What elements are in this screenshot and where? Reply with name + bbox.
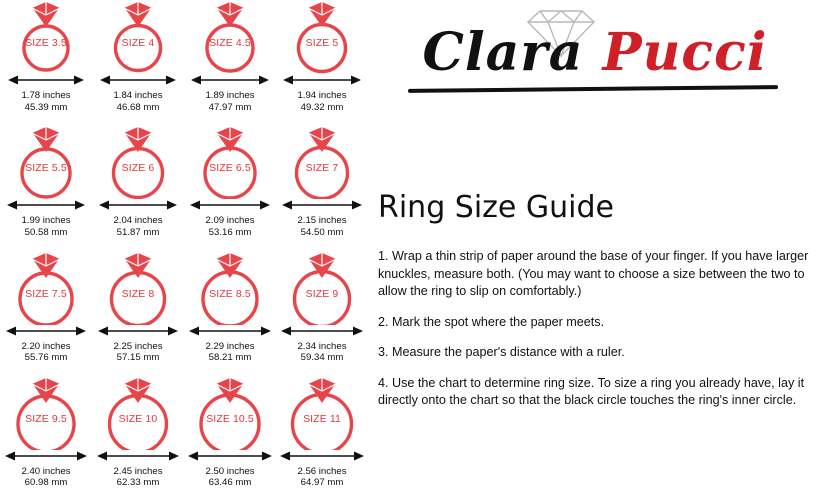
ring-illustration	[280, 2, 364, 74]
double-arrow-icon	[4, 449, 88, 463]
ring-measurements	[21, 466, 70, 489]
measure-arrow	[280, 324, 364, 338]
ring-measurements	[113, 215, 162, 238]
measure-arrow	[188, 73, 272, 87]
ring-illustration	[96, 253, 180, 325]
ring-measurements	[21, 215, 70, 238]
ring-size-label: SIZE 7.5	[25, 287, 67, 300]
ring-size-label: SIZE 5.5	[25, 162, 67, 175]
ring-size-label: SIZE 9	[305, 287, 339, 300]
ring-size-cell	[184, 251, 276, 376]
ring-size-cell	[276, 125, 368, 250]
ring-inches: 2.20 inches	[21, 340, 71, 352]
double-arrow-icon	[188, 73, 272, 87]
ring-mm: 58.21 mm	[208, 352, 252, 363]
ring-size-label: SIZE 4.5	[209, 37, 251, 49]
ring-illustration	[188, 2, 272, 74]
double-arrow-icon	[96, 73, 180, 87]
ring-illustration	[96, 2, 180, 74]
ring-mm: 64.97 mm	[300, 477, 344, 489]
ring-size-label: SIZE 10.5	[206, 412, 254, 425]
ring-inches: 2.25 inches	[113, 340, 163, 352]
ring-illustration	[280, 253, 364, 325]
measure-arrow	[4, 198, 88, 212]
ring-illustration	[280, 378, 364, 450]
ring-mm: 54.50 mm	[300, 226, 344, 238]
ring-size-cell	[184, 0, 276, 125]
brand-logo	[378, 4, 798, 100]
ring-illustration	[188, 378, 272, 450]
ring-mm: 63.46 mm	[208, 477, 252, 489]
double-arrow-icon	[280, 324, 364, 338]
ring-mm: 49.32 mm	[300, 101, 344, 113]
ring-mm: 47.97 mm	[208, 101, 252, 113]
ring-size-label: SIZE 8	[121, 287, 155, 300]
ring-illustration	[4, 253, 88, 325]
ring-inches: 2.40 inches	[21, 465, 71, 477]
ring-mm: 55.76 mm	[24, 352, 68, 363]
measure-arrow	[188, 198, 272, 212]
ring-mm: 51.87 mm	[116, 226, 160, 238]
ring-inches: 2.50 inches	[205, 465, 255, 477]
ring-illustration	[280, 127, 364, 199]
ring-mm: 46.68 mm	[116, 101, 160, 113]
double-arrow-icon	[96, 198, 180, 212]
ring-inches: 1.84 inches	[113, 90, 163, 101]
ring-mm: 53.16 mm	[208, 226, 252, 238]
ring-size-label: SIZE 10	[118, 412, 158, 425]
ring-mm: 57.15 mm	[116, 352, 160, 363]
ring-size-chart	[0, 0, 368, 501]
ring-size-cell	[276, 251, 368, 376]
guide-steps	[378, 248, 828, 423]
ring-size-label: SIZE 9.5	[25, 412, 67, 425]
ring-inches: 2.34 inches	[297, 340, 347, 352]
ring-inches: 2.15 inches	[297, 215, 347, 227]
ring-size-label: SIZE 5	[305, 37, 339, 49]
ring-inches: 2.09 inches	[205, 215, 255, 227]
double-arrow-icon	[96, 324, 180, 338]
ring-measurements	[21, 90, 70, 113]
ring-measurements	[297, 466, 346, 489]
double-arrow-icon	[4, 198, 88, 212]
measure-arrow	[280, 73, 364, 87]
chart-row	[0, 251, 368, 376]
brand-name-second: Pucci	[602, 22, 768, 83]
ring-inches: 2.56 inches	[297, 465, 347, 477]
ring-size-cell	[92, 0, 184, 125]
ring-mm: 62.33 mm	[116, 477, 160, 489]
ring-size-cell	[184, 376, 276, 501]
ring-inches: 1.99 inches	[21, 215, 71, 227]
ring-inches: 2.29 inches	[205, 340, 255, 352]
guide-step: 1. Wrap a thin strip of paper around the base of your finger. If you have larger knuckles, measure both. (You may want to choose a size between the two to allow the ring to slip on comfortably.)	[378, 249, 809, 298]
chart-row	[0, 125, 368, 250]
brand-name	[390, 22, 800, 83]
measure-arrow	[188, 324, 272, 338]
double-arrow-icon	[280, 449, 364, 463]
ring-illustration	[4, 2, 88, 74]
double-arrow-icon	[96, 449, 180, 463]
ring-size-label: SIZE 6.5	[209, 162, 251, 175]
ring-measurements	[113, 341, 162, 364]
ring-measurements	[297, 341, 346, 364]
ring-illustration	[4, 127, 88, 199]
guide-panel	[368, 0, 839, 501]
double-arrow-icon	[4, 73, 88, 87]
ring-size-label: SIZE 6	[121, 162, 155, 175]
double-arrow-icon	[4, 324, 88, 338]
double-arrow-icon	[188, 449, 272, 463]
double-arrow-icon	[188, 198, 272, 212]
ring-measurements	[21, 341, 70, 364]
guide-step: 4. Use the chart to determine ring size. To size a ring you already have, lay it directly onto the chart so that the black circle touches the ring's inner circle.	[378, 375, 805, 407]
logo-underline	[408, 85, 778, 93]
ring-size-label: SIZE 8.5	[209, 287, 251, 300]
ring-size-label: SIZE 3.5	[25, 37, 67, 49]
ring-measurements	[113, 90, 162, 113]
ring-measurements	[205, 215, 254, 238]
ring-measurements	[113, 466, 162, 489]
measure-arrow	[96, 449, 180, 463]
ring-illustration	[4, 378, 88, 450]
ring-size-cell	[0, 125, 92, 250]
measure-arrow	[280, 198, 364, 212]
measure-arrow	[96, 324, 180, 338]
ring-illustration	[188, 253, 272, 325]
ring-measurements	[205, 466, 254, 489]
ring-inches: 1.94 inches	[297, 90, 347, 101]
ring-measurements	[205, 341, 254, 364]
measure-arrow	[96, 198, 180, 212]
ring-inches: 2.45 inches	[113, 465, 163, 477]
double-arrow-icon	[280, 198, 364, 212]
ring-inches: 2.04 inches	[113, 215, 163, 227]
ring-size-cell	[92, 251, 184, 376]
measure-arrow	[4, 73, 88, 87]
page-title: Ring Size Guide	[378, 190, 614, 225]
ring-size-cell	[92, 125, 184, 250]
ring-inches: 1.89 inches	[205, 90, 255, 101]
ring-size-label: SIZE 4	[121, 37, 155, 49]
ring-mm: 45.39 mm	[24, 101, 68, 113]
ring-size-cell	[276, 0, 368, 125]
guide-step: 3. Measure the paper's distance with a ruler.	[378, 345, 625, 359]
ring-measurements	[297, 90, 346, 113]
double-arrow-icon	[280, 73, 364, 87]
ring-size-label: SIZE 7	[305, 162, 339, 175]
measure-arrow	[188, 449, 272, 463]
ring-illustration	[96, 127, 180, 199]
ring-inches: 1.78 inches	[21, 90, 71, 101]
ring-size-cell	[0, 0, 92, 125]
measure-arrow	[96, 73, 180, 87]
ring-measurements	[205, 90, 254, 113]
ring-illustration	[188, 127, 272, 199]
ring-size-cell	[92, 376, 184, 501]
ring-size-cell	[0, 376, 92, 501]
ring-mm: 59.34 mm	[300, 352, 344, 363]
ring-size-cell	[0, 251, 92, 376]
chart-row	[0, 376, 368, 501]
brand-name-first: Clara	[422, 22, 584, 83]
ring-measurements	[297, 215, 346, 238]
ring-size-cell	[276, 376, 368, 501]
measure-arrow	[280, 449, 364, 463]
ring-mm: 50.58 mm	[24, 226, 68, 238]
guide-step: 2. Mark the spot where the paper meets.	[378, 314, 605, 329]
ring-illustration	[96, 378, 180, 450]
chart-row	[0, 0, 368, 125]
ring-mm: 60.98 mm	[24, 477, 68, 489]
measure-arrow	[4, 449, 88, 463]
ring-size-label: SIZE 11	[303, 412, 341, 425]
measure-arrow	[4, 324, 88, 338]
double-arrow-icon	[188, 324, 272, 338]
ring-size-cell	[184, 125, 276, 250]
